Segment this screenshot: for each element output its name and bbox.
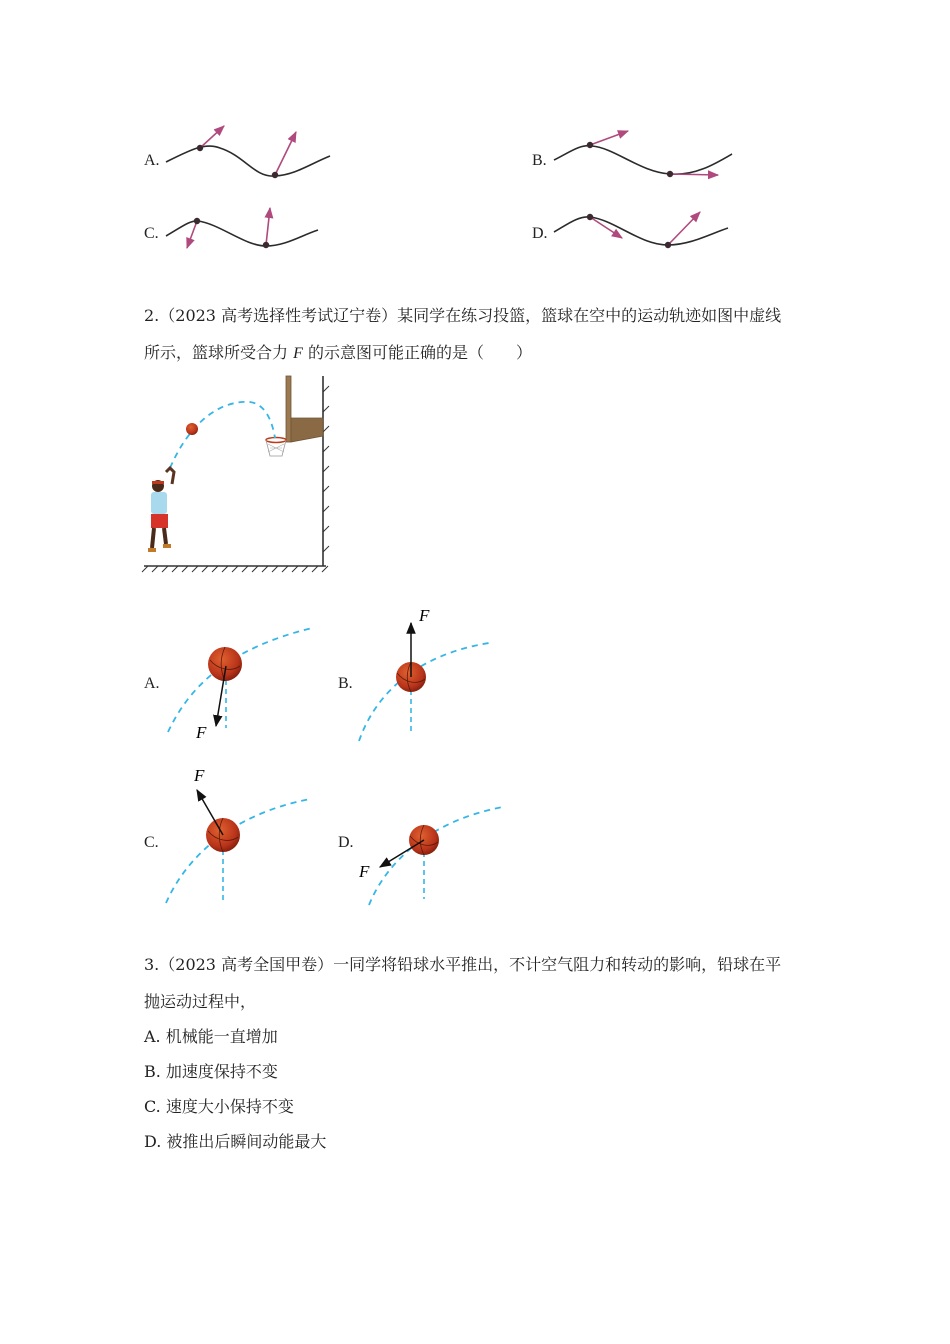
q1-option-d-label: D. (532, 225, 548, 242)
velocity-arrow-icon (266, 208, 270, 245)
hoop-icon (266, 376, 323, 456)
q1-option-b-figure (550, 120, 740, 190)
svg-text:F: F (196, 723, 207, 742)
force-arrow-icon (380, 840, 424, 867)
q3-option-b: B. 加速度保持不变 (144, 1062, 278, 1081)
q2-option-a-figure (160, 620, 320, 745)
q2-option-c-label: C. (144, 834, 159, 851)
q1-option-d-figure (550, 200, 740, 260)
q2-option-c-figure (160, 765, 320, 905)
q2-option-d-figure (355, 795, 515, 910)
player-icon (148, 468, 174, 552)
svg-text:F: F (194, 766, 205, 785)
velocity-arrow-icon (200, 126, 224, 148)
q1-option-c-figure (160, 200, 330, 260)
velocity-arrow-icon (187, 221, 197, 248)
velocity-arrow-icon (590, 131, 628, 145)
q3-stem-line2: 抛运动过程中， (144, 992, 257, 1011)
q1-option-c-label: C. (144, 225, 159, 242)
q3-option-d: D. 被推出后瞬间动能最大 (144, 1132, 327, 1151)
velocity-arrow-icon (275, 132, 296, 175)
q1-option-a-figure (160, 120, 340, 190)
svg-text:F: F (419, 606, 430, 625)
q2-stem-line2: 所示，篮球所受合力 F 的示意图可能正确的是（ ） (144, 343, 532, 362)
svg-text:F: F (359, 862, 370, 881)
velocity-arrow-icon (670, 174, 718, 175)
q2-basketball-scene (140, 372, 340, 582)
q2-option-b-figure (355, 605, 505, 745)
q2-stem-line1: 2.（2023 高考选择性考试辽宁卷）某同学在练习投篮，篮球在空中的运动轨迹如图中虚线 (144, 306, 782, 325)
basketball-icon (186, 423, 198, 435)
q2-option-d-label: D. (338, 834, 354, 851)
q2-option-b-label: B. (338, 675, 353, 692)
q3-option-a: A. 机械能一直增加 (144, 1027, 278, 1046)
q1-option-b-label: B. (532, 152, 547, 169)
q1-option-a-label: A. (144, 152, 160, 169)
q3-stem-line1: 3.（2023 高考全国甲卷）一同学将铅球水平推出，不计空气阻力和转动的影响，铅球在平 (144, 955, 782, 974)
q2-option-a-label: A. (144, 675, 160, 692)
q3-option-c: C. 速度大小保持不变 (144, 1097, 294, 1116)
